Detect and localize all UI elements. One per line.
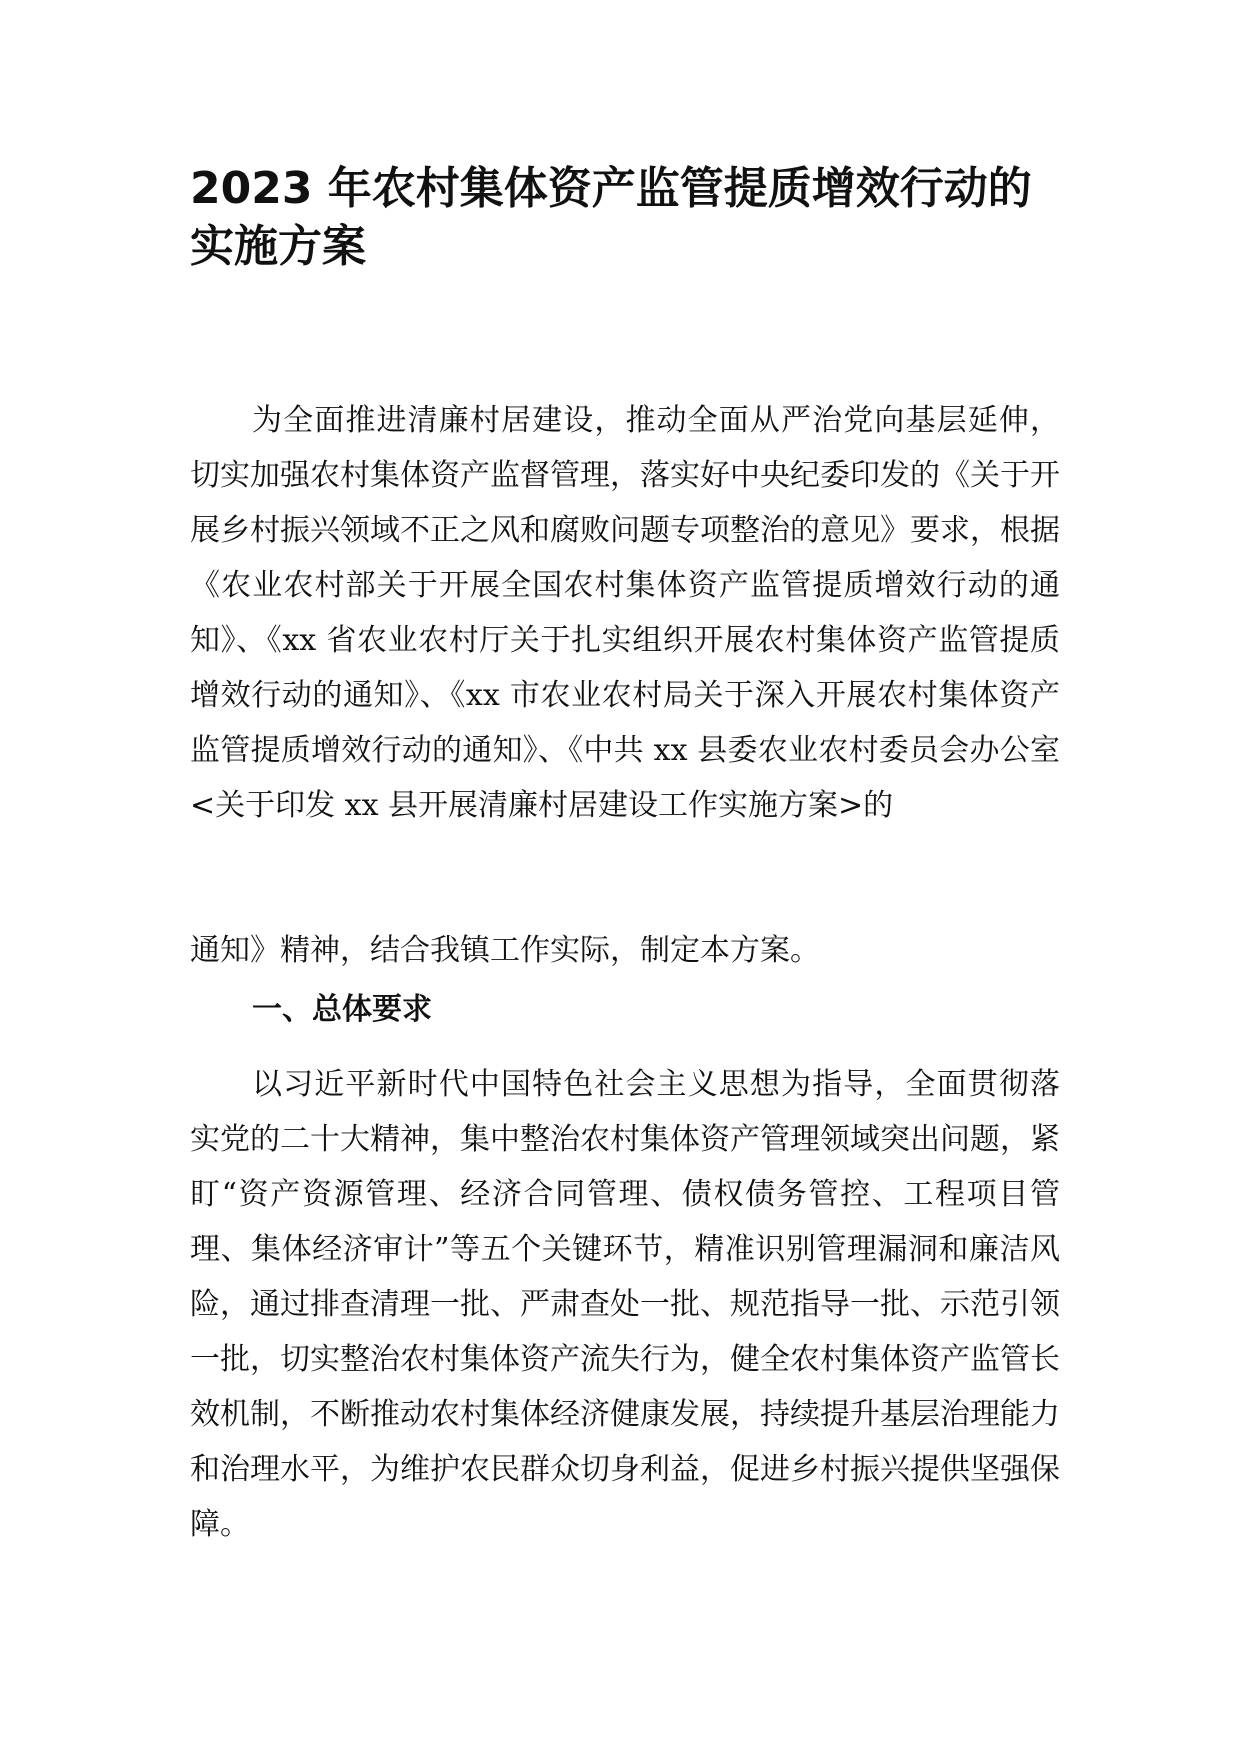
section-heading-general-requirements: 一、总体要求: [252, 992, 432, 1027]
section-general-requirements: [190, 1057, 1060, 1552]
intro-paragraph: 为全面推进清廉村居建设，推动全面从严治党向基层延伸，切实加强农村集体资产监督管理，落实好中央纪委印发的《关于开展乡村振兴领域不正之风和腐败问题专项整治的意见》要求，根据《农业农村部关于开展全国农村集体资产监管提质增效行动的通知》、《xx 省农业农村厅关于扎实组织开展农村集体资产监管提质增效行动的通知》、《xx 市农业农村局关于深入开展农村集体资产监管提质增效行动的通知》、《中共 xx 县委农业农村委员会办公室<关于印发 xx 县开展清廉村居建设工作实施方案>的: [190, 403, 1060, 823]
intro-tail-section: [190, 923, 1060, 978]
section-paragraph: 以习近平新时代中国特色社会主义思想为指导，全面贯彻落实党的二十大精神，集中整治农村集体资产管理领域突出问题，紧盯“资产资源管理、经济合同管理、债权债务管控、工程项目管理、集体经济审计”等五个关键环节，精准识别管理漏洞和廉洁风险，通过排查清理一批、严肃查处一批、规范指导一批、示范引领一批，切实整治农村集体资产流失行为，健全农村集体资产监管长效机制，不断推动农村集体经济健康发展，持续提升基层治理能力和治理水平，为维护农民群众切身利益，促进乡村振兴提供坚强保障。: [190, 1067, 1060, 1542]
intro-section: [190, 393, 1060, 833]
intro-paragraph-tail: 通知》精神，结合我镇工作实际，制定本方案。: [190, 933, 820, 968]
document-title: 2023 年农村集体资产监管提质增效行动的实施方案: [190, 163, 1032, 272]
